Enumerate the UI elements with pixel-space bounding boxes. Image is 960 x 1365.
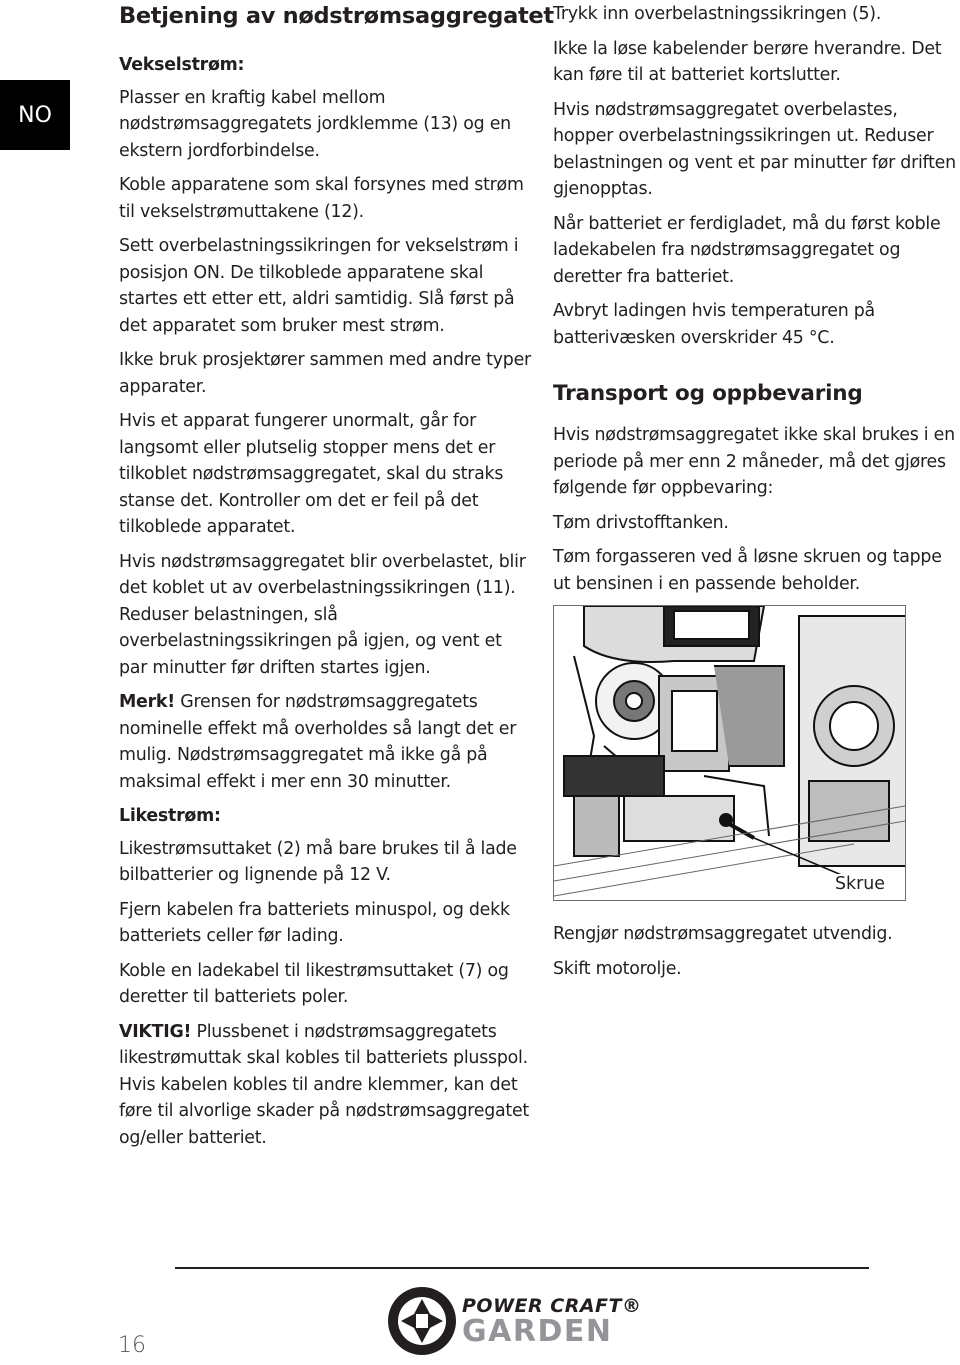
note-paragraph <box>119 689 531 795</box>
paragraph: Når batteriet er ferdigladet, må du først koble ladekabelen fra nødstrømsaggregatet og deretter fra batteriet. <box>553 213 941 287</box>
paragraph: Skift motorolje. <box>553 958 682 979</box>
paragraph: Fjern kabelen fra batteriets minuspol, og dekk batteriets celler før lading. <box>119 899 510 946</box>
aperture-logo-icon <box>385 1284 459 1358</box>
ac-heading: Vekselstrøm: <box>119 55 245 75</box>
figure-caption: Skrue <box>835 874 885 894</box>
language-code: NO <box>18 102 52 128</box>
paragraph: Trykk inn overbelastningssikringen (5). <box>553 4 882 24</box>
note-text: Grensen for nødstrømsaggregatets nominelle effekt må overholdes så langt det er mulig. Nødstrømsaggregatet må ikke gå på maksimal effekt i mer enn 30 minutter. <box>119 692 517 792</box>
carburetor-illustration <box>554 606 905 900</box>
paragraph: Avbryt ladingen hvis temperaturen på batterivæsken overskrider 45 °C. <box>553 301 875 348</box>
paragraph: Hvis nødstrømsaggregatet blir overbelastet, blir det koblet ut av overbelastningssikringen (11). Reduser belastningen, slå overbelastningssikringen på igjen, og vent et par minutter før driften startes igjen. <box>119 551 526 678</box>
brand-name-top: POWER CRAFT® <box>462 1295 642 1317</box>
carburetor-figure <box>553 605 906 901</box>
brand-name-bottom: GARDEN <box>462 1314 613 1349</box>
section-title: Transport og oppbevaring <box>553 381 863 406</box>
warning-label: VIKTIG! <box>119 1021 192 1042</box>
note-label: Merk! <box>119 692 175 712</box>
paragraph: Hvis et apparat fungerer unormalt, går for langsomt eller plutselig stopper mens det er tilkoblet nødstrømsaggregatet, skal du straks stanse det. Kontroller om det er feil på det tilkoblede apparatet. <box>119 411 504 537</box>
paragraph: Rengjør nødstrømsaggregatet utvendig. <box>553 924 893 944</box>
paragraph: Plasser en kraftig kabel mellom nødstrømsaggregatets jordklemme (13) og en ekstern jordforbindelse. <box>119 87 511 161</box>
paragraph: Likestrømsuttaket (2) må bare brukes til å lade bilbatterier og lignende på 12 V. <box>119 838 517 885</box>
paragraph: Ikke bruk prosjektører sammen med andre typer apparater. <box>119 350 531 397</box>
paragraph: Tøm forgasseren ved å løsne skruen og tappe ut bensinen i en passende beholder. <box>553 547 942 594</box>
paragraph: Tøm drivstofftanken. <box>553 512 729 533</box>
left-content <box>119 52 531 1159</box>
language-tab <box>0 80 70 150</box>
warning-text: Plussbenet i nødstrømsaggregatets likestrømuttak skal kobles til batteriets plusspol. Hvis kabelen kobles til andre klemmer, kan det føre til alvorlige skader på nødstrømsaggregatet og/eller batteriet. <box>119 1021 529 1148</box>
footer-divider <box>175 1267 869 1269</box>
warning-paragraph <box>119 1019 531 1152</box>
dc-heading: Likestrøm: <box>119 806 221 826</box>
paragraph: Hvis nødstrømsaggregatet overbelastes, hopper overbelastningssikringen ut. Reduser belastningen og vent et par minutter før driften gjenopptas. <box>553 99 956 199</box>
paragraph: Sett overbelastningssikringen for vekselstrøm i posisjon ON. De tilkoblede apparatene skal startes ett etter ett, aldri samtidig. Slå først på det apparatet som bruker mest strøm. <box>119 236 519 336</box>
paragraph: Koble apparatene som skal forsynes med strøm til vekselstrømuttakene (12). <box>119 175 524 222</box>
paragraph: Hvis nødstrømsaggregatet ikke skal brukes i en periode på mer enn 2 måneder, må det gjøres følgende før oppbevaring: <box>553 425 955 498</box>
right-content <box>553 1 958 990</box>
paragraph: Koble en ladekabel til likestrømsuttaket (7) og deretter til batteriets poler. <box>119 960 509 1007</box>
paragraph: Ikke la løse kabelender berøre hverandre. Det kan føre til at batteriet kortslutter. <box>553 38 942 85</box>
page-title: Betjening av nødstrømsaggregatet <box>119 3 554 29</box>
page-number: 16 <box>118 1333 146 1358</box>
